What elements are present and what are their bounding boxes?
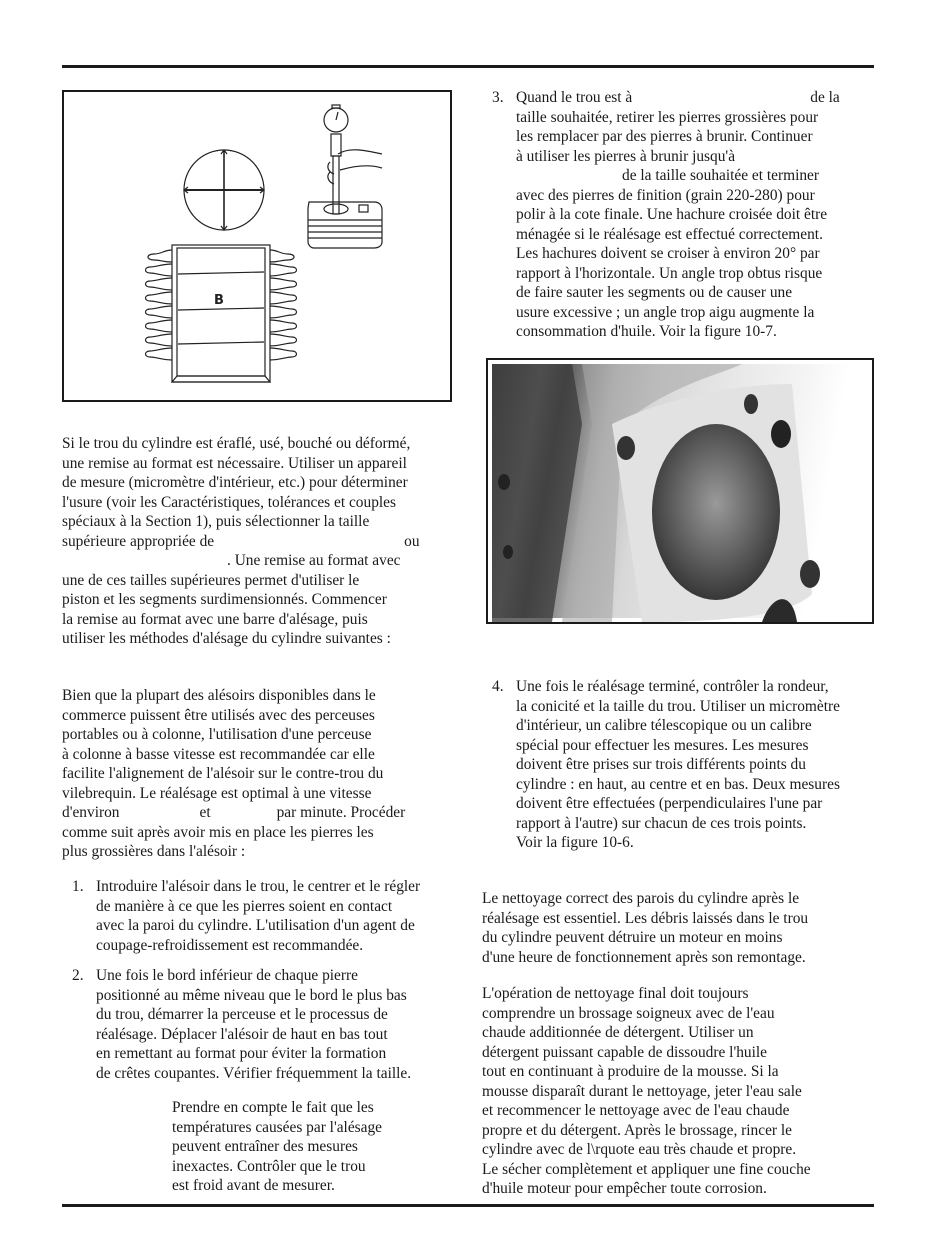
text-line: coupage-refroidissement est recommandée. (96, 936, 364, 954)
text-line: réalésage est essentiel. Les débris laissés dans le trou (482, 909, 809, 927)
text-line: rapport à l'horizontale. Un angle trop obtus risque (516, 264, 823, 282)
text-fragment: Quand le trou est à (516, 89, 633, 106)
text-line: les remplacer par des pierres à brunir. Continuer (516, 128, 813, 145)
text-line: Une fois le bord inférieur de chaque pierre (96, 967, 358, 984)
text-line: avec des pierres de finition (grain 220-280) pour (516, 186, 815, 204)
text-fragment: par minute. Procéder (276, 804, 406, 821)
bore-gauge-diagram-icon (64, 92, 450, 400)
cylinder-bore-photo-icon (492, 364, 872, 622)
text-line: L'opération de nettoyage final doit toujours (482, 985, 749, 1002)
text-fragment: de la taille souhaitée et terminer (622, 167, 819, 184)
text-line: Le sécher complètement et appliquer une fine couche (482, 1160, 811, 1178)
text-line: polir à la cote finale. Une hachure croisée doit être (516, 206, 828, 223)
text-line: doivent être prises sur trois différents points du (516, 756, 806, 773)
text-line: piston et les segments surdimensionnés. Commencer (62, 591, 387, 608)
text-line: Voir la figure 10-6. (516, 834, 634, 851)
text-line: Une fois le réalésage terminé, contrôler la rondeur, (516, 678, 829, 695)
text-line (516, 166, 877, 186)
text-line: plus grossières dans l'alésoir : (62, 843, 246, 860)
text-line: est froid avant de mesurer. (172, 1177, 335, 1194)
text-line: la conicité et la taille du trou. Utiliser un micromètre (516, 697, 840, 715)
text-line: Le nettoyage correct des parois du cylindre après le (482, 890, 800, 907)
step-number: 3. (492, 89, 504, 106)
step-number: 2. (72, 967, 84, 984)
step-3 (482, 88, 877, 342)
text-line: mousse disparaît durant le nettoyage, jeter l'eau sale (482, 1082, 802, 1100)
text-line: Introduire l'alésoir dans le trou, le centrer et le régler (96, 878, 421, 895)
text-line (62, 551, 457, 571)
text-line: à colonne à basse vitesse est recommandée car elle (62, 745, 375, 763)
text-fragment: . Une remise au format avec (227, 552, 401, 569)
text-line: en remettant au format pour éviter la formation (96, 1045, 387, 1062)
text-line: du trou, démarrer la perceuse et le processus de (96, 1006, 388, 1023)
text-line: à utiliser les pierres à brunir jusqu'à (516, 147, 736, 165)
text-line: doivent être effectuées (perpendiculaires l'une par (516, 795, 823, 812)
left-intro-paragraph (62, 434, 457, 649)
figure-honed-cylinder-photo (486, 358, 874, 624)
text-line: Si le trou du cylindre est éraflé, usé, bouché ou déformé, (62, 435, 411, 452)
text-line: Les hachures doivent se croiser à environ 20° par (516, 245, 820, 262)
text-fragment: et (199, 804, 211, 821)
text-line: réalésage. Déplacer l'alésoir de haut en bas tout (96, 1025, 388, 1043)
text-line: la remise au format avec une barre d'alésage, puis (62, 610, 368, 628)
text-line: facilite l'alignement de l'alésoir sur le contre-trou du (62, 765, 384, 782)
step-2 (62, 966, 462, 1083)
cleaning-paragraph-2 (482, 984, 877, 1199)
text-line: l'usure (voir les Caractéristiques, tolérances et couples (62, 493, 396, 511)
text-line: du cylindre peuvent détruire un moteur en moins (482, 929, 783, 946)
text-line: peuvent entraîner des mesures (172, 1138, 358, 1155)
text-line (62, 803, 457, 823)
text-line: rapport à l'autre) sur chacun de ces trois points. (516, 814, 807, 832)
step-4 (482, 677, 877, 853)
text-line: chaude additionnée de détergent. Utiliser un (482, 1024, 754, 1041)
header-rule (62, 65, 874, 68)
step-number: 1. (72, 878, 84, 895)
text-line: ménagée si le réalésage est effectué correctement. (516, 225, 823, 243)
text-line: de faire sauter les segments ou de causer une (516, 284, 793, 301)
text-line: tout en continuant à produire de la mousse. Si la (482, 1063, 779, 1080)
text-line: détergent puissant capable de dissoudre l'huile (482, 1043, 767, 1061)
text-line: comme suit après avoir mis en place les pierres les (62, 823, 374, 841)
figure-label-b: B (214, 293, 224, 308)
left-hone-paragraph (62, 686, 457, 862)
text-line: avec la paroi du cylindre. L'utilisation d'un agent de (96, 917, 415, 934)
text-fragment: d'environ (62, 804, 120, 821)
text-line: Prendre en compte le fait que les (172, 1099, 374, 1116)
text-line: de crêtes coupantes. Vérifier fréquemment la taille. (96, 1064, 412, 1082)
text-line: une de ces tailles supérieures permet d'utiliser le (62, 571, 360, 589)
text-line: de mesure (micromètre d'intérieur, etc.) pour déterminer (62, 474, 408, 491)
text-fragment: ou (404, 532, 420, 550)
text-line: positionné au même niveau que le bord le plus bas (96, 986, 407, 1004)
text-line (62, 532, 457, 552)
text-line: et recommencer le nettoyage avec de l'eau chaude (482, 1102, 790, 1119)
text-line: taille souhaitée, retirer les pierres grossières pour (516, 108, 819, 126)
step-1 (62, 877, 462, 955)
text-line: usure excessive ; un angle trop aigu augmente la (516, 303, 815, 321)
text-line: spécial pour effectuer les mesures. Les mesures (516, 736, 809, 754)
text-line: cylindre avec de l\rquote eau très chaude et propre. (482, 1141, 797, 1158)
cylinder-photo-background (492, 364, 868, 618)
cleaning-paragraph-1 (482, 889, 877, 967)
text-line: utiliser les méthodes d'alésage du cylindre suivantes : (62, 630, 391, 647)
text-line: une remise au format est nécessaire. Utiliser un appareil (62, 454, 407, 472)
text-line: d'huile moteur pour empêcher toute corrosion. (482, 1180, 767, 1197)
text-line: d'intérieur, un calibre télescopique ou un calibre (516, 717, 812, 734)
text-line: de manière à ce que les pierres soient en contact (96, 897, 393, 915)
step-number: 4. (492, 678, 504, 695)
text-line: températures causées par l'alésage (172, 1118, 383, 1136)
text-line: cylindre : en haut, au centre et en bas. Deux mesures (516, 775, 840, 793)
note-text (172, 1098, 462, 1196)
text-line (516, 88, 877, 108)
text-line: spéciaux à la Section 1), puis sélectionner la taille (62, 513, 370, 530)
text-line: Bien que la plupart des alésoirs disponibles dans le (62, 687, 376, 704)
footer-rule (62, 1204, 874, 1207)
text-fragment: supérieure appropriée de (62, 532, 215, 550)
figure-bore-measurement (62, 90, 452, 402)
text-line: inexactes. Contrôler que le trou (172, 1157, 366, 1175)
text-line: portables ou à colonne, l'utilisation d'une perceuse (62, 726, 372, 743)
text-fragment: de la (810, 89, 840, 106)
text-line: comprendre un brossage soigneux avec de l'eau (482, 1004, 775, 1022)
text-line: propre et du détergent. Après le brossage, rincer le (482, 1121, 792, 1139)
text-line: vilebrequin. Le réalésage est optimal à une vitesse (62, 784, 372, 802)
text-line: consommation d'huile. Voir la figure 10-7. (516, 323, 777, 340)
text-line: d'une heure de fonctionnement après son remontage. (482, 948, 806, 966)
text-line: commerce puissent être utilisés avec des perceuses (62, 706, 375, 724)
